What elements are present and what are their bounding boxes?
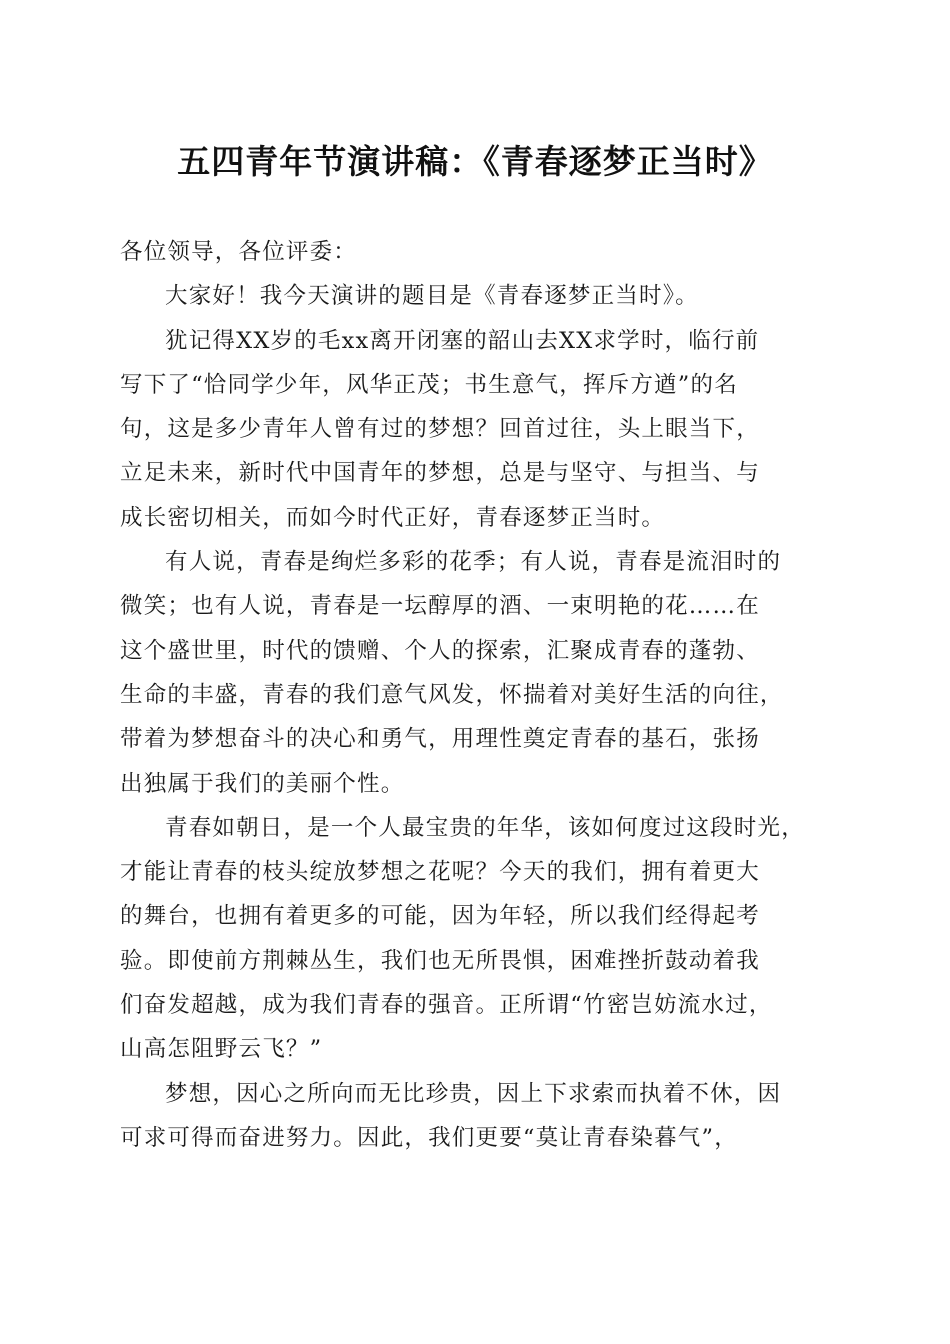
- text-line: 成长密切相关，而如今时代正好，青春逐梦正当时。: [120, 504, 666, 531]
- text-line: 写下了“恰同学少年，风华正茂；书生意气，挥斥方遒”的名: [120, 371, 738, 398]
- text-line: 生命的丰盛，青春的我们意气风发，怀揣着对美好生活的向往，: [120, 681, 784, 708]
- text-line: 梦想，因心之所向而无比珍贵，因上下求索而执着不休，因: [165, 1080, 782, 1107]
- text-line: 微笑；也有人说，青春是一坛醇厚的酒、一束明艳的花……在: [120, 593, 760, 620]
- text-line: 有人说，青春是绚烂多彩的花季；有人说，青春是流泪时的: [165, 549, 782, 576]
- page-title: 五四青年节演讲稿：《青春逐梦正当时》: [177, 142, 773, 181]
- text-line: 验。即使前方荆棘丛生，我们也无所畏惧，困难挫折鼓动着我: [120, 947, 760, 974]
- text-line: 们奋发超越，成为我们青春的强音。正所谓“竹密岂妨流水过，: [120, 992, 773, 1019]
- salutation: 各位领导，各位评委：: [120, 239, 358, 265]
- text-line: 犹记得XX岁的毛xx离开闭塞的韶山去XX求学时，临行前: [165, 327, 760, 354]
- text-line: 立足未来，新时代中国青年的梦想，总是与坚守、与担当、与: [120, 460, 760, 487]
- text-line: 青春如朝日，是一个人最宝贵的年华，该如何度过这段时光，: [165, 814, 805, 841]
- text-line: 出独属于我们的美丽个性。: [120, 770, 405, 797]
- text-line: 的舞台，也拥有着更多的可能，因为年轻，所以我们经得起考: [120, 903, 760, 930]
- speech-body: [120, 230, 840, 1160]
- text-line: 大家好！我今天演讲的题目是《青春逐梦正当时》。: [165, 283, 699, 310]
- text-line: 才能让青春的枝头绽放梦想之花呢？今天的我们，拥有着更大: [120, 859, 760, 886]
- text-line: 带着为梦想奋斗的决心和勇气，用理性奠定青春的基石，张扬: [120, 726, 760, 753]
- text-line: 句，这是多少青年人曾有过的梦想？回首过往，头上眼当下，: [120, 416, 760, 443]
- text-line: 山高怎阻野云飞？”: [120, 1036, 323, 1063]
- text-line: 这个盛世里，时代的馈赠、个人的探索，汇聚成青春的蓬勃、: [120, 637, 760, 664]
- text-line: 可求可得而奋进努力。因此，我们更要“莫让青春染暮气”，: [120, 1124, 738, 1151]
